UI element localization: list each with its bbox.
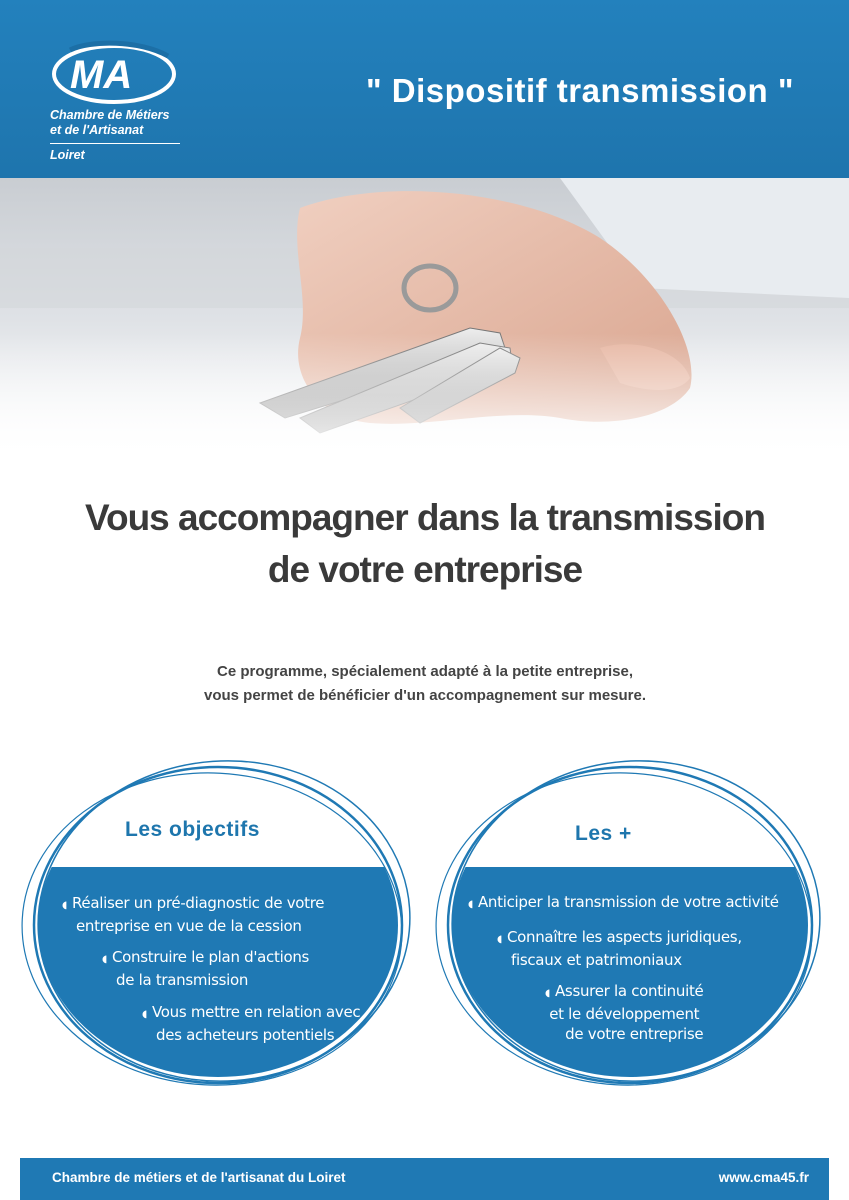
footer-organization: Chambre de métiers et de l'artisanat du Loiret [52,1170,346,1185]
footer-website-link[interactable]: www.cma45.fr [718,1170,809,1185]
bullet-arrow-icon: ◖ [468,899,473,910]
hero-photo [0,178,849,460]
banner-title: " Dispositif transmission " [365,72,795,109]
intro-text [100,660,750,708]
objectif-item-1: ◖ Réaliser un pré-diagnostic de votre entreprise en vue de la cession [62,894,325,935]
bullet-arrow-icon: ◖ [545,988,550,999]
logo-line-2: et de l'Artisanat [50,123,144,137]
headline-line-1: Vous accompagner dans la transmission [85,497,765,538]
headline-line-2: de votre entreprise [267,549,583,590]
bullet-arrow-icon: ◖ [62,900,67,911]
logo-region: Loiret [50,148,85,162]
plus-title: Les + [575,822,632,845]
logo-mark-icon [50,38,182,108]
logo-divider [50,143,180,144]
plus-item-1: ◖ Anticiper la transmission de votre activité [468,893,779,911]
logo-line-1: Chambre de Métiers [50,108,170,122]
bullet-arrow-icon: ◖ [142,1009,147,1020]
intro-line-2: vous permet de bénéficier d'un accompagnement sur mesure. [203,687,647,704]
cma-logo [50,38,190,162]
plus-panel [428,749,831,1097]
logo-letters: MA [70,53,133,97]
intro-line-1: Ce programme, spécialement adapté à la petite entreprise, [217,663,633,680]
objectifs-title: Les objectifs [125,818,260,841]
plus-item-3: ◖ Assurer la continuité et le développement de votre entreprise [545,982,704,1043]
bullet-arrow-icon: ◖ [102,954,107,965]
footer-bar [20,1158,829,1200]
bullet-arrow-icon: ◖ [497,934,502,945]
headline [60,492,790,596]
plus-item-2: ◖ Connaître les aspects juridiques, fiscaux et patrimoniaux [497,928,742,969]
objectif-item-3: ◖ Vous mettre en relation avec des acheteurs potentiels [142,1003,361,1044]
objectif-item-2: ◖ Construire le plan d'actions de la transmission [102,948,310,989]
